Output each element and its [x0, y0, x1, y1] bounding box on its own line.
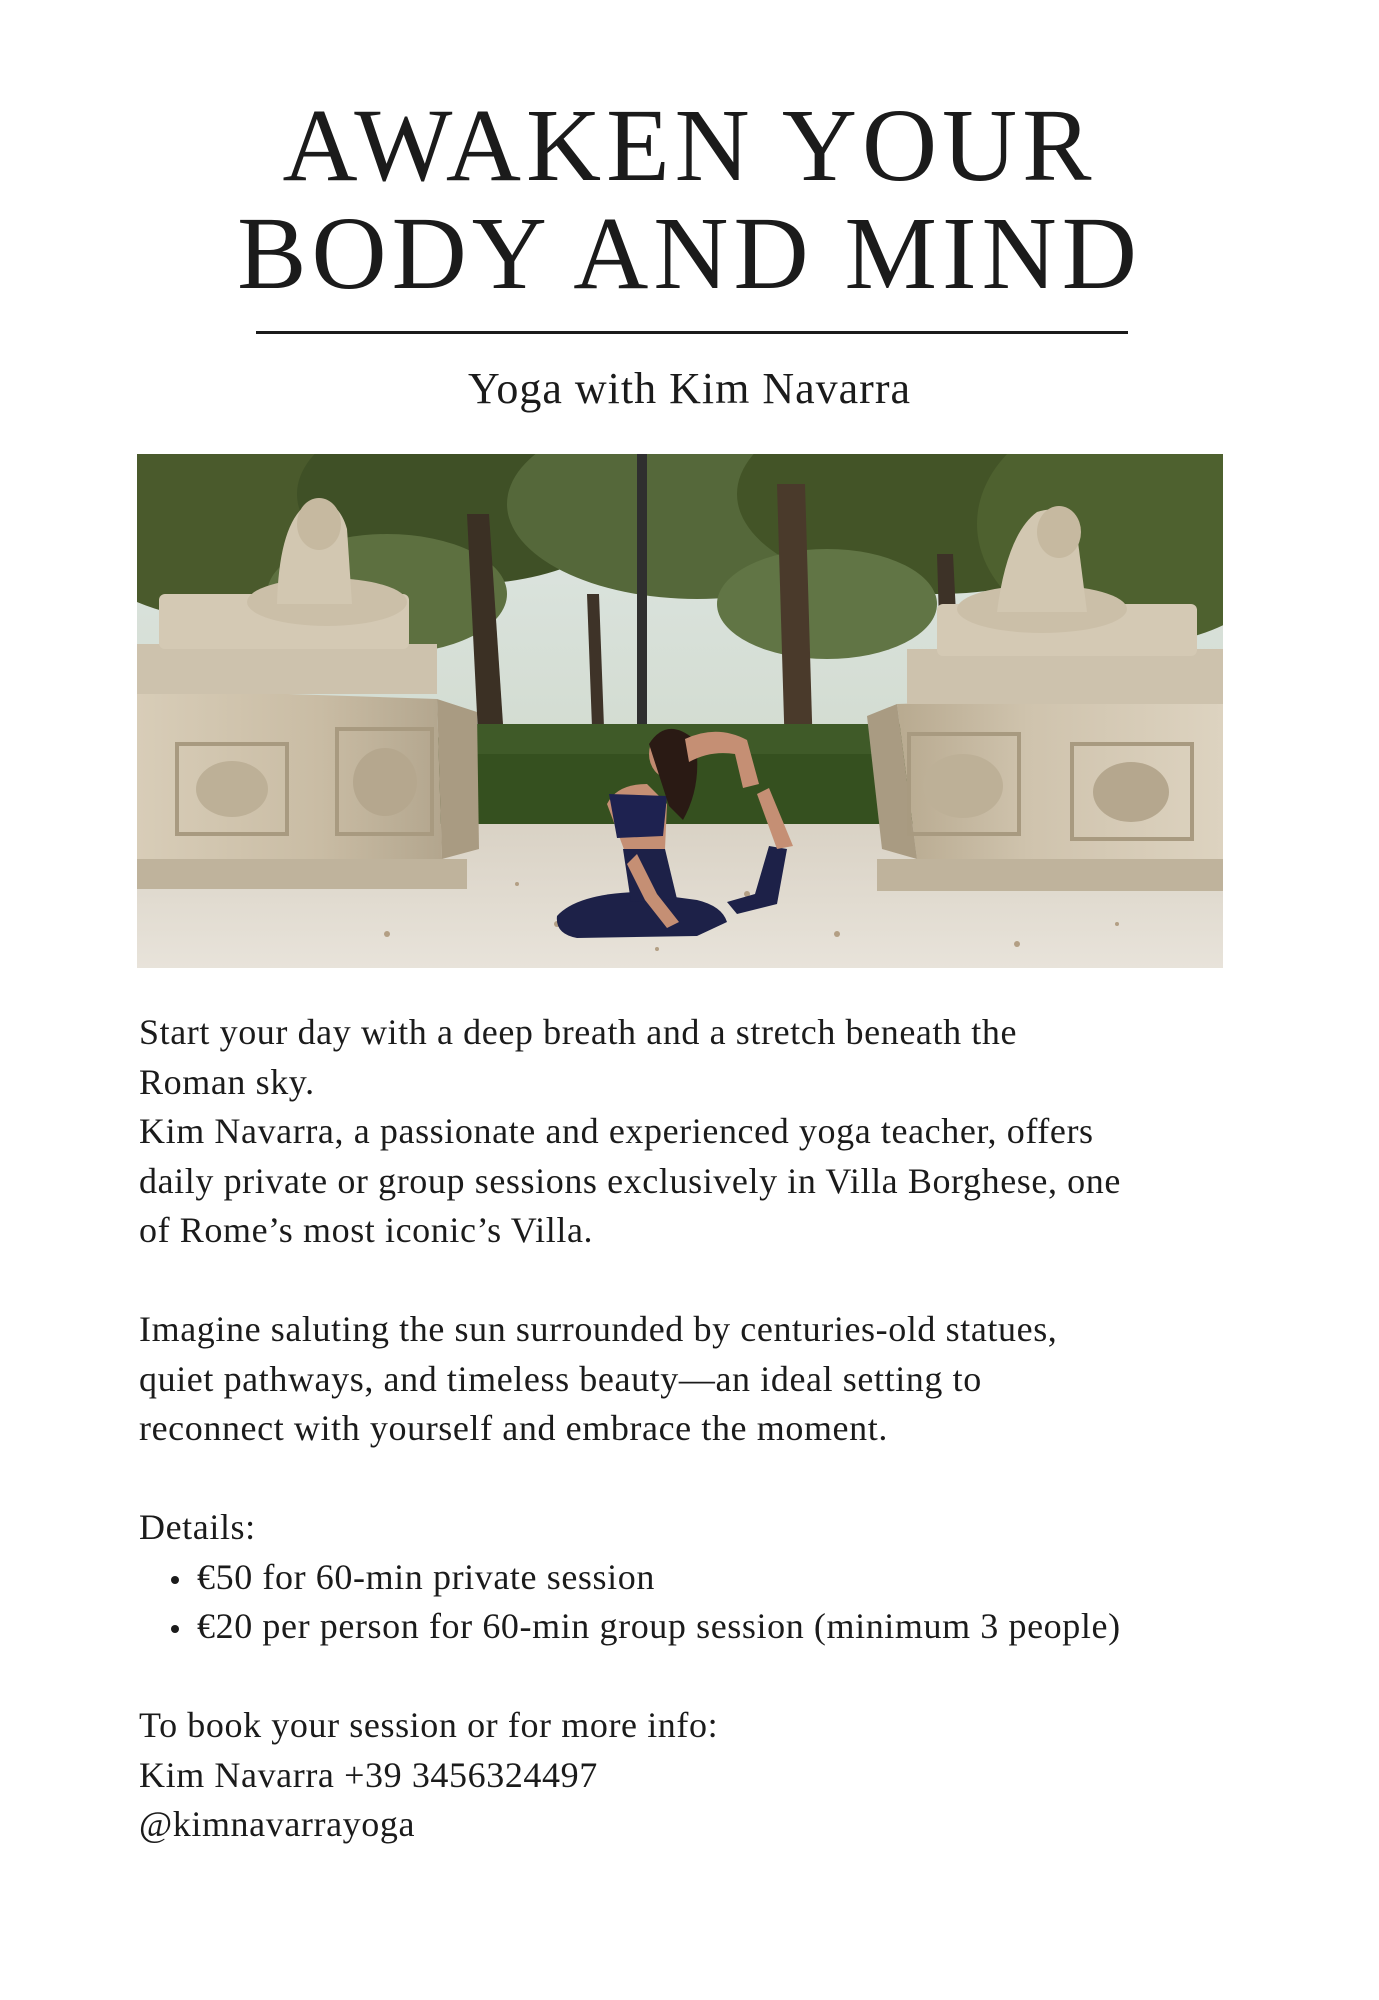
intro-line: Roman sky. [139, 1061, 315, 1102]
contact-handle: @kimnavarrayoga [139, 1804, 416, 1844]
paragraph-gap [139, 1454, 1269, 1504]
imagine-line: reconnect with yourself and embrace the moment. [139, 1408, 888, 1448]
yoga-photo [137, 454, 1223, 968]
intro-line: Start your day with a deep breath and a stretch beneath the [139, 1012, 1018, 1052]
details-heading: Details: [139, 1507, 256, 1547]
intro-line: Kim Navarra, a passionate and experienced yoga teacher, offers [139, 1111, 1094, 1151]
title-line-1: AWAKEN YOUR [282, 88, 1097, 203]
imagine-line: Imagine saluting the sun surrounded by centuries-old statues, [139, 1309, 1058, 1349]
title-divider [256, 331, 1128, 334]
paragraph-gap [139, 1256, 1269, 1306]
page-title [0, 88, 1379, 311]
title-line-2: BODY AND MIND [237, 196, 1142, 311]
subtitle: Yoga with Kim Navarra [467, 364, 912, 413]
intro-line: daily private or group sessions exclusively in Villa Borghese, one [139, 1160, 1121, 1201]
details-item-group: €20 per person for 60-min group session (minimum 3 people) [169, 1602, 1269, 1652]
details-list [139, 1553, 1269, 1652]
contact-line: To book your session or for more info: [139, 1705, 719, 1745]
imagine-line: quiet pathways, and timeless beauty—an ideal setting to [139, 1358, 982, 1399]
intro-line: of Rome’s most iconic’s Villa. [139, 1210, 594, 1250]
paragraph-gap [139, 1652, 1269, 1702]
contact-phone: Kim Navarra +39 3456324497 [139, 1754, 598, 1795]
body-copy [139, 1008, 1269, 1850]
details-item-private: €50 for 60-min private session [169, 1553, 1269, 1603]
